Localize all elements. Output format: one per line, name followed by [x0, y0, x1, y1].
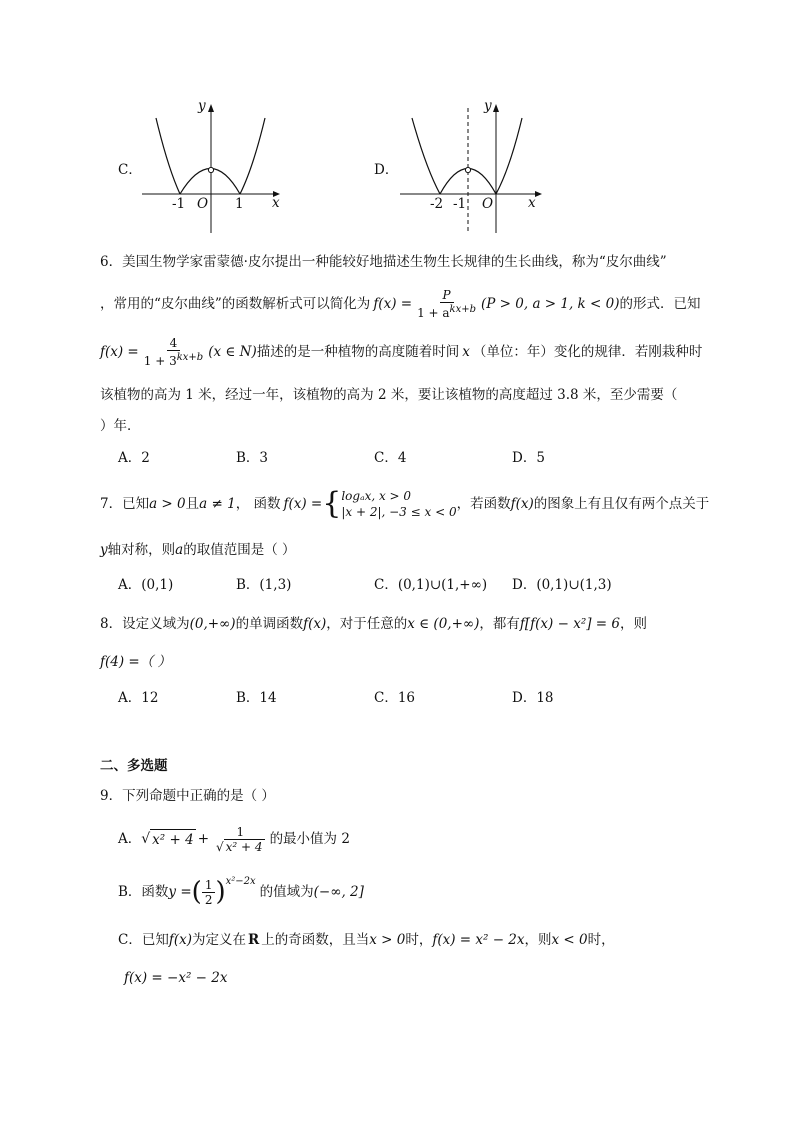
q6-line2	[100, 288, 701, 320]
q9-c-mid: 为定义在	[192, 932, 246, 948]
q9-c-line2: f(x) = −x² − 2x	[124, 970, 228, 986]
q7-line2-var: y	[100, 542, 108, 558]
q8-option-b[interactable]: B．14	[236, 690, 277, 706]
q9-option-b[interactable]	[118, 872, 364, 912]
q6-line3-den-exp: kx+b	[176, 352, 204, 363]
q6-line2-fraction	[414, 288, 479, 320]
q9-c-def: f(x) = x² − 2x	[432, 932, 525, 948]
q6-line3-num: 4	[167, 336, 181, 351]
q7-line2-post: 的取值范围是（ ）	[183, 542, 296, 558]
q6-line4: 该植物的高为 1 米，经过一年，该植物的高为 2 米，要让该植物的高度超过 3.8 米，至少需要（	[100, 387, 678, 403]
q8-mid3: ，都有	[479, 616, 520, 632]
q9-a-fraction	[213, 825, 268, 854]
q7-option-d[interactable]: D．(0,1)∪(1,3)	[512, 577, 612, 593]
q6-line3-var: x	[462, 344, 470, 360]
q6-line2-cond: (P > 0, a > 1, k < 0)	[481, 296, 620, 312]
q8-line2: f(4) =（ ）	[100, 654, 172, 670]
q9-b-range: (−∞, 2]	[313, 884, 364, 900]
q6-option-c[interactable]: C．4	[374, 450, 407, 466]
q7-piece2: |x + 2|, −3 ≤ x < 0	[341, 505, 457, 519]
q7-line2: 轴对称，则	[107, 542, 176, 558]
q6-line3-cond: (x ∈ N)	[208, 344, 257, 360]
q7-pre: 7．已知	[100, 496, 150, 512]
q7-fx2: f(x)	[510, 496, 534, 512]
q7-cond2: a ≠ 1	[199, 496, 236, 512]
q9-c-mid3: 时，	[405, 932, 433, 948]
sqrt-icon: √	[216, 839, 224, 854]
graph-c-tick-neg: -1	[172, 196, 186, 212]
q9-a-num: 1	[233, 825, 247, 840]
q9-b-fraction	[202, 878, 216, 907]
q7-line1	[100, 484, 709, 524]
q7-post: ，若函数	[456, 496, 511, 512]
q7-line2	[100, 540, 296, 560]
q9-a-label: A．	[118, 831, 142, 847]
q6-option-b[interactable]: B．3	[236, 450, 269, 466]
q8-option-a[interactable]: A．12	[118, 690, 159, 706]
graph-c	[140, 98, 285, 238]
q7-piece1: logₐx, x > 0	[341, 489, 412, 503]
q9-b-den: 2	[204, 892, 213, 907]
q8-line1	[100, 614, 647, 634]
q9-c-R: R	[248, 932, 260, 948]
q6-line2-pre: ，常用的“皮尔曲线”的函数解析式可以简化为	[100, 296, 371, 312]
graph-c-origin: O	[197, 196, 209, 212]
q9-a-plus: +	[197, 831, 209, 847]
q6-line3-fx: f(x) =	[100, 344, 139, 360]
graph-d-x-label: x	[528, 195, 536, 211]
graph-d	[398, 98, 548, 238]
q8-option-d[interactable]: D．18	[512, 690, 554, 706]
q8-forall: x ∈ (0,+∞)	[407, 616, 480, 632]
q6-line2-post: 的形式．已知	[619, 296, 701, 312]
q6-option-a[interactable]: A．2	[118, 450, 150, 466]
q7-and: 且	[185, 496, 200, 512]
q7-pieces	[341, 488, 456, 520]
option-d-label: D．	[374, 162, 399, 178]
q9-c-mid2: 上的奇函数，且当	[261, 932, 370, 948]
q9-a-post: 的最小值为 2	[269, 831, 350, 847]
q7-line2-var2: a	[175, 542, 184, 558]
q7-post2: 的图象上有且仅有两个点关于	[533, 496, 710, 512]
q9-a-den-rad: x² + 4	[225, 839, 263, 854]
q6-line1: 6．美国生物学家雷蒙德·皮尔提出一种能较好地描述生物生长规律的生长曲线，称为“皮尔曲线”	[100, 254, 667, 270]
q6-line3-fraction	[141, 336, 206, 368]
q9-b-y: y =	[168, 884, 192, 900]
graph-c-x-label: x	[272, 195, 280, 211]
q8-domain: (0,+∞)	[189, 616, 236, 632]
q7-option-c[interactable]: C．(0,1)∪(1,+∞)	[374, 577, 488, 593]
q9-c-post: 时，	[587, 932, 615, 948]
q6-option-d[interactable]: D．5	[512, 450, 545, 466]
q7-option-a[interactable]: A．(0,1)	[118, 577, 174, 593]
graph-c-y-label: y	[198, 98, 206, 114]
graph-d-origin: O	[482, 196, 494, 212]
q9-c-fx: f(x)	[168, 932, 192, 948]
q6-line3	[100, 336, 702, 368]
option-c-label: C．	[118, 162, 142, 178]
q9-b-label: B．函数	[118, 884, 169, 900]
q6-line2-num: P	[440, 288, 454, 303]
graph-d-tick-neg2: -2	[430, 196, 444, 212]
q6-line3-den: 1 + 3	[143, 354, 177, 368]
q7-mid: ， 函数	[235, 496, 281, 512]
q9-b-post: 的值域为	[259, 884, 314, 900]
q7-brace: {	[322, 486, 342, 521]
q9-b-num: 1	[202, 878, 216, 893]
q7-fx: f(x) =	[283, 496, 323, 512]
q7-cond1: a > 0	[149, 496, 186, 512]
q9-stem: 9．下列命题中正确的是（ ）	[100, 788, 275, 804]
q9-a-rad: x² + 4	[150, 829, 196, 850]
section-title: 二、多选题	[100, 758, 168, 774]
graph-d-tick-neg1: -1	[453, 196, 467, 212]
q7-option-b[interactable]: B．(1,3)	[236, 577, 292, 593]
q9-c-mid4: ，则	[524, 932, 552, 948]
q9-b-exp: x²−2x	[225, 876, 256, 887]
q8-eq: f[f(x) − x²] = 6	[519, 616, 620, 632]
q6-line2-den-exp: kx+b	[449, 304, 477, 315]
q9-c-cond2: x < 0	[551, 932, 588, 948]
paren-open-icon: (	[191, 877, 202, 907]
q6-line3-post2: （单位：年）变化的规律．若刚栽种时	[472, 344, 703, 360]
q8-mid2: ，对于任意的	[326, 616, 408, 632]
q9-option-a[interactable]	[118, 822, 350, 856]
q6-line2-den: 1 + a	[417, 306, 450, 320]
q6-line2-fx: f(x) =	[373, 296, 413, 312]
sqrt-icon: √	[141, 831, 151, 847]
q8-option-c[interactable]: C．16	[374, 690, 416, 706]
q9-c-cond: x > 0	[369, 932, 406, 948]
q6-line3-post: 描述的是一种植物的高度随着时间	[256, 344, 460, 360]
graph-d-y-label: y	[484, 98, 492, 114]
q8-post: ，则	[619, 616, 647, 632]
q9-c-pre: C．已知	[118, 932, 169, 948]
q6-line5: ）年．	[100, 418, 141, 434]
paren-close-icon: )	[215, 877, 226, 907]
graph-c-tick-pos: 1	[235, 196, 244, 212]
q8-pre: 8．设定义域为	[100, 616, 190, 632]
q8-fx: f(x)	[303, 616, 327, 632]
q8-mid: 的单调函数	[235, 616, 304, 632]
q9-option-c[interactable]	[118, 930, 615, 950]
